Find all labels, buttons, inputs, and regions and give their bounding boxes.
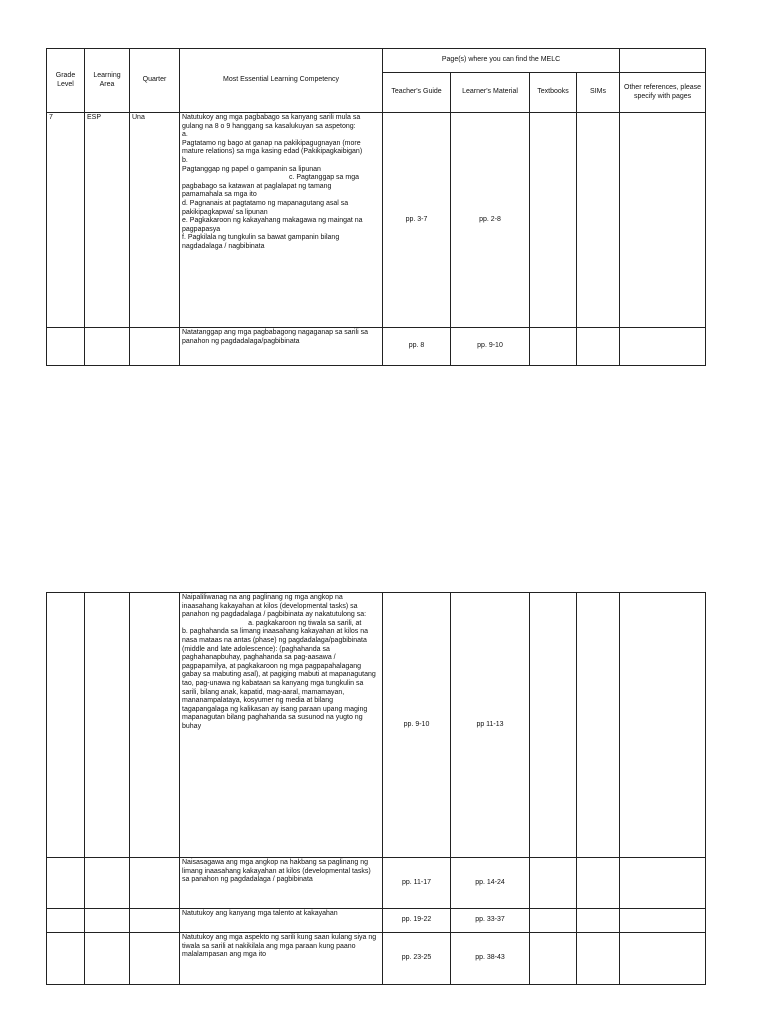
header-other-references: Other references, please specify with pages (620, 73, 706, 113)
competency-cell: Naipaliliwanag na ang paglinang ng mga angkop na inaasahang kakayahan at kilos (developmental tasks) sa panahon ng pagdadalaga / pagbibinata ay nakatutulong sa: a. pagkakaroon ng tiwala sa sarili, at b. paghahanda sa limang inaasahang kakayahan at kilos na nasa mataas na antas (phase) ng pagdadalaga/pagbibinata (middle and late adolescence): (paghahanda sa paghahanapbuhay, paghahanda sa pag-aasawa / pagpapamilya, at pagkakaroon ng mga pagpapahalagang gabay sa mabuting asal), at pagiging mabuti at mapanagutang tao, pag-unawa ng kabataan sa kanyang mga tungkulin sa sarili, bilang anak, kapatid, mag-aaral, mamamayan, mananampalataya, kosyumer ng media at bilang tagapangalaga ng kalikasan ay isang paraan upang maging mapanagutan bilang paghahanda sa susunod na yugto ng buhay (180, 593, 383, 858)
textbooks-cell (530, 858, 577, 909)
quarter-cell (130, 909, 180, 933)
area-cell (85, 328, 130, 366)
learners-material-cell: pp. 38-43 (451, 933, 530, 985)
teachers-guide-cell: pp. 11-17 (383, 858, 451, 909)
competency-cell: Natutukoy ang kanyang mga talento at kakayahan (180, 909, 383, 933)
header-grade-level: Grade Level (47, 49, 85, 113)
teachers-guide-cell: pp. 19-22 (383, 909, 451, 933)
header-teachers-guide: Teacher's Guide (383, 73, 451, 113)
table-row (47, 593, 706, 858)
melc-table-2 (46, 592, 706, 985)
learners-material-cell: pp 11-13 (451, 593, 530, 858)
competency-cell: Naisasagawa ang mga angkop na hakbang sa paglinang ng limang inaasahang kakayahan at kilos (developmental tasks) sa panahon ng pagdadalaga / pagbibinata (180, 858, 383, 909)
teachers-guide-cell: pp. 9-10 (383, 593, 451, 858)
competency-cell: Natutukoy ang mga aspekto ng sarili kung saan kulang siya ng tiwala sa sarili at nakikilala ang mga paraan kung paano malalampasan ang mga ito (180, 933, 383, 985)
grade-cell: 7 (47, 113, 85, 328)
grade-cell (47, 858, 85, 909)
area-cell (85, 593, 130, 858)
table-row (47, 328, 706, 366)
area-cell (85, 933, 130, 985)
other-references-cell (620, 933, 706, 985)
competency-cell: Natatanggap ang mga pagbabagong nagaganap sa sarili sa panahon ng pagdadalaga/pagbibinata (180, 328, 383, 366)
other-references-cell (620, 328, 706, 366)
textbooks-cell (530, 593, 577, 858)
area-cell (85, 858, 130, 909)
melc-table-1 (46, 48, 706, 366)
teachers-guide-cell: pp. 23-25 (383, 933, 451, 985)
table-row (47, 933, 706, 985)
header-learning-area: Learning Area (85, 49, 130, 113)
quarter-cell (130, 328, 180, 366)
header-textbooks: Textbooks (530, 73, 577, 113)
textbooks-cell (530, 328, 577, 366)
other-references-cell (620, 858, 706, 909)
learners-material-cell: pp. 14-24 (451, 858, 530, 909)
header-pages-group: Page(s) where you can find the MELC (383, 49, 620, 73)
grade-cell (47, 909, 85, 933)
table-row (47, 858, 706, 909)
sims-cell (577, 328, 620, 366)
learners-material-cell: pp. 33-37 (451, 909, 530, 933)
sims-cell (577, 113, 620, 328)
header-blank (620, 49, 706, 73)
textbooks-cell (530, 909, 577, 933)
header-quarter: Quarter (130, 49, 180, 113)
teachers-guide-cell: pp. 3-7 (383, 113, 451, 328)
other-references-cell (620, 113, 706, 328)
quarter-cell: Una (130, 113, 180, 328)
grade-cell (47, 933, 85, 985)
sims-cell (577, 593, 620, 858)
other-references-cell (620, 593, 706, 858)
teachers-guide-cell: pp. 8 (383, 328, 451, 366)
textbooks-cell (530, 113, 577, 328)
competency-cell: Natutukoy ang mga pagbabago sa kanyang sarili mula sa gulang na 8 o 9 hanggang sa kasalukuyan sa aspetong: a. Pagtatamo ng bago at ganap na pakikipagugnayan (more mature relations) sa mga kasing edad (Pakikipagkaibigan) b. Pagtanggap ng papel o gampanin sa lipunan c. Pagtanggap sa mga pagbabago sa katawan at paglalapat ng tamang pamamahala sa mga ito d. Pagnanais at pagtatamo ng mapanagutang asal sa pakikipagkapwa/ sa lipunan e. Pagkakaroon ng kakayahang makagawa ng maingat na pagpapasya f. Pagkilala ng tungkulin sa bawat gampanin bilang nagdadalaga / nagbibinata (180, 113, 383, 328)
other-references-cell (620, 909, 706, 933)
sims-cell (577, 933, 620, 985)
header-sims: SIMs (577, 73, 620, 113)
area-cell: ESP (85, 113, 130, 328)
header-learners-material: Learner's Material (451, 73, 530, 113)
textbooks-cell (530, 933, 577, 985)
grade-cell (47, 328, 85, 366)
table-row (47, 909, 706, 933)
grade-cell (47, 593, 85, 858)
sims-cell (577, 858, 620, 909)
area-cell (85, 909, 130, 933)
quarter-cell (130, 858, 180, 909)
quarter-cell (130, 933, 180, 985)
table-row (47, 113, 706, 328)
quarter-cell (130, 593, 180, 858)
header-competency: Most Essential Learning Competency (180, 49, 383, 113)
learners-material-cell: pp. 9-10 (451, 328, 530, 366)
sims-cell (577, 909, 620, 933)
learners-material-cell: pp. 2-8 (451, 113, 530, 328)
